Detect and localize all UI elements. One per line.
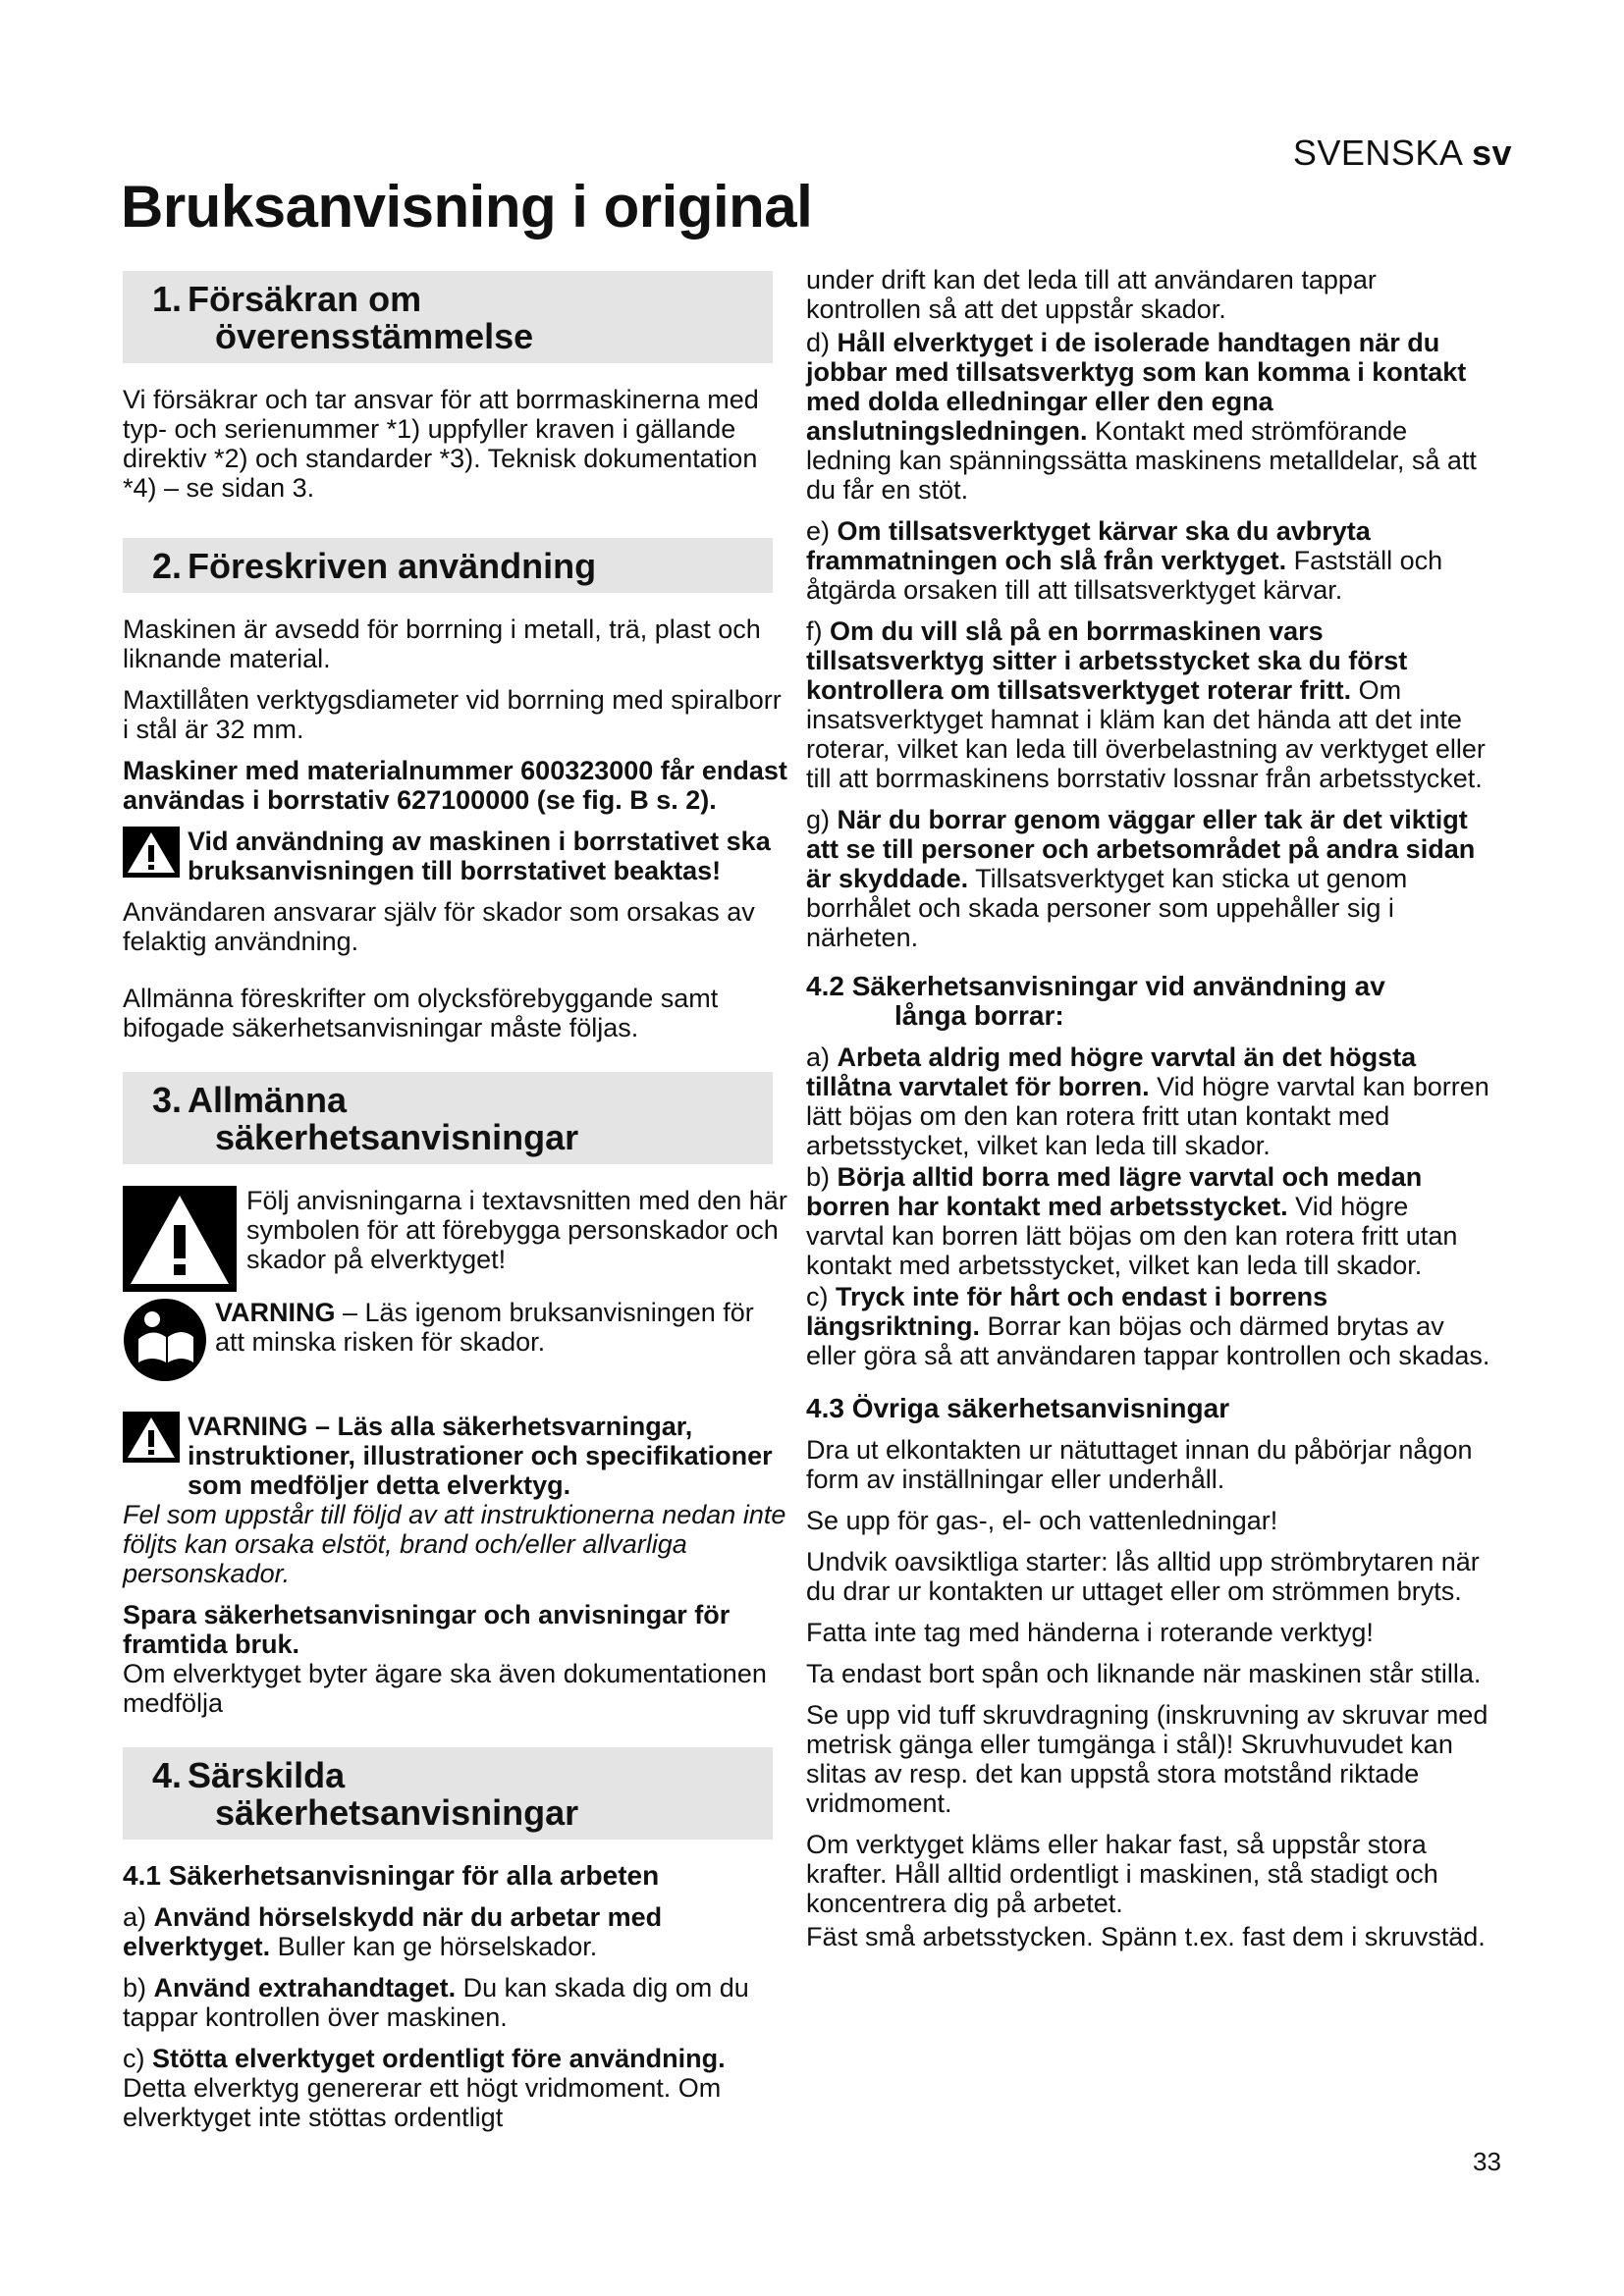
item-label: e) <box>806 516 838 546</box>
section-title-line1: Allmänna <box>188 1080 348 1120</box>
item-text: Vid högre varvtal kan borren lätt böjas om den kan rotera fritt utan kontakt med arbetsstycket, vilket kan leda till skador. <box>806 1072 1489 1160</box>
paragraph: under drift kan det leda till att användaren tappar kontrollen så att det uppstår skador. <box>806 265 1377 324</box>
warning-triangle-icon <box>123 1186 237 1292</box>
list-item <box>123 1902 790 1961</box>
item-label: b) <box>123 1973 154 2002</box>
item-text: Buller kan ge hörselskador. <box>270 1932 598 1961</box>
section-title-line1: Försäkran om <box>188 279 422 319</box>
warning-note <box>123 1412 790 1500</box>
item-bold-text: När du borrar genom väggar eller tak är det viktigt att se till personer och arbetsområdet på andra sidan är skyddade. <box>806 805 1476 893</box>
item-label: g) <box>806 805 838 834</box>
list-item <box>806 1162 1493 1280</box>
item-text: Tillsatsverktyget kan sticka ut genom borrhålet och skada personer som uppehåller sig i närheten. <box>806 864 1408 952</box>
list-item <box>806 1282 1493 1370</box>
warning-triangle-icon <box>123 827 180 878</box>
section-title-line1: Föreskriven användning <box>188 546 597 586</box>
item-bold-text: Använd hörselskydd när du arbetar med elverktyget. <box>123 1902 663 1961</box>
right-column <box>806 265 1493 1963</box>
symbol-explanation <box>123 1186 790 1292</box>
warning-label: VARNING <box>215 1298 336 1327</box>
item-bold-text: Använd extrahandtaget. <box>153 1973 457 2002</box>
list-item <box>806 516 1493 605</box>
read-manual-icon <box>123 1298 207 1382</box>
paragraph-bold: Maskiner med materialnummer 600323000 får endast användas i borrstativ 627100000 (se fig. B s. 2). <box>123 756 787 815</box>
warning-text: Vid användning av maskinen i borrstativet ska bruksanvisningen till borrstativet beaktas! <box>188 827 771 885</box>
section-title-line2: säkerhetsanvisningar <box>215 1792 579 1833</box>
page-number: 33 <box>1473 2147 1501 2176</box>
paragraph: Maxtillåten verktygsdiameter vid borrning med spiralborr i stål är 32 mm. <box>123 685 782 744</box>
section-heading-4 <box>123 1747 773 1840</box>
language-code: sv <box>1471 133 1512 173</box>
subsection-heading <box>806 972 1493 1031</box>
subsection-heading: 4.3 Övriga säkerhetsanvisningar <box>806 1393 1230 1423</box>
item-text: Detta elverktyg genererar ett högt vridmoment. Om elverktyget inte stöttas ordentligt <box>123 2073 722 2132</box>
section-number: 2. <box>151 546 182 586</box>
item-bold-text: Arbeta aldrig med högre varvtal än det högsta tillåtna varvtalet för borren. <box>806 1042 1417 1101</box>
item-bold-text: Börja alltid borra med lägre varvtal och medan borren har kontakt med arbetsstycket. <box>806 1162 1423 1221</box>
paragraph-bold-text: Spara säkerhetsanvisningar och anvisningar för framtida bruk. <box>123 1600 731 1659</box>
item-bold-text: Tryck inte för hårt och endast i borrens längsriktning. <box>806 1282 1328 1341</box>
item-text: Borrar kan böjas och därmed brytas av eller göra så att användaren tappar kontrollen och skadas. <box>806 1311 1490 1370</box>
item-bold-text: Om du vill slå på en borrmaskinen vars tillsatsverktyg sitter i arbetsstycket ska du först kontrollera om tillsatsverktyget roterar fritt. <box>806 616 1408 705</box>
item-label: a) <box>806 1042 838 1072</box>
paragraph: Dra ut elkontakten ur nätuttaget innan du påbörjar någon form av inställningar eller underhåll. <box>806 1435 1473 1494</box>
paragraph: Maskinen är avsedd för borrning i metall, trä, plast och liknande material. <box>123 614 761 673</box>
item-bold-text: Stötta elverktyget ordentligt före användning. <box>152 2044 726 2073</box>
list-item <box>806 328 1493 505</box>
paragraph: Användaren ansvarar själv för skador som orsakas av felaktig användning. <box>123 897 755 956</box>
item-text: Fastställ och åtgärda orsaken till att tillsatsverktyget kärvar. <box>806 546 1443 605</box>
item-text: Du kan skada dig om du tappar kontrollen över maskinen. <box>123 1973 749 2032</box>
paragraph <box>123 1600 790 1718</box>
subsection-heading-line2: långa borrar: <box>894 1000 1064 1031</box>
list-item <box>806 805 1493 952</box>
item-label: b) <box>806 1162 838 1192</box>
section-number: 4. <box>151 1755 182 1795</box>
paragraph: Om verktyget kläms eller hakar fast, så uppstår stora krafter. Håll alltid ordentligt i maskinen, stå stadigt och koncentrera dig på arbetet. <box>806 1830 1438 1918</box>
item-text: Om insatsverktyget hamnat i kläm kan det hända att det inte roterar, vilket kan leda till överbelastning av verktyget eller till att borrmaskinens borrstativ lossnar från arbetsstycket. <box>806 675 1486 793</box>
paragraph: Undvik oavsiktliga starter: lås alltid upp strömbrytaren när du drar ur kontakten ur uttaget eller om strömmen bryts. <box>806 1547 1480 1606</box>
section-title-line1: Särskilda <box>188 1755 346 1795</box>
paragraph-text: – Läs igenom bruksanvisningen för att minska risken för skador. <box>215 1298 754 1357</box>
warning-triangle-icon <box>123 1412 180 1463</box>
section-number: 3. <box>151 1080 182 1120</box>
item-label: a) <box>123 1902 154 1932</box>
paragraph: Fäst små arbetsstycken. Spänn t.ex. fast dem i skruvstäd. <box>806 1922 1486 1951</box>
list-item <box>123 1973 790 2032</box>
item-bold-text: Håll elverktyget i de isolerade handtagen när du jobbar med tillsatsverktyg som kan komma i kontakt med dolda elledningar eller den egna anslutningsledningen. <box>806 328 1467 446</box>
section-title-line2: säkerhetsanvisningar <box>215 1117 579 1157</box>
subsection-heading: 4.1 Säkerhetsanvisningar för alla arbeten <box>123 1860 660 1891</box>
item-label: d) <box>806 328 838 357</box>
list-item <box>123 2044 790 2132</box>
section-title-line2: överensstämmelse <box>215 316 534 356</box>
paragraph: Se upp vid tuff skruvdragning (inskruvning av skruvar med metrisk gänga eller tumgänga i stål)! Skruvhuvudet kan slitas av resp. det kan uppstå stora motstånd riktade vridmoment. <box>806 1700 1489 1818</box>
paragraph <box>215 1298 790 1357</box>
subsection-heading-line1: 4.2 Säkerhetsanvisningar vid användning av <box>806 971 1385 1001</box>
page-title: Bruksanvisning i original <box>121 174 813 240</box>
paragraph: Vi försäkrar och tar ansvar för att borrmaskinerna med typ- och serienummer *1) uppfyller kraven i gällande direktiv *2) och standarder *3). Teknisk dokumentation *4) – se sidan 3. <box>123 385 759 503</box>
list-item <box>806 1042 1493 1160</box>
list-item <box>806 616 1493 793</box>
language-label <box>1276 133 1512 174</box>
item-label: f) <box>806 616 830 646</box>
item-label: c) <box>806 1282 836 1311</box>
section-heading-1 <box>123 271 773 363</box>
warning-text: VARNING – Läs alla säkerhetsvarningar, instruktioner, illustrationer och specifikationer som medföljer detta elverktyg. <box>188 1412 773 1500</box>
section-heading-3 <box>123 1072 773 1164</box>
item-bold-text: Om tillsatsverktyget kärvar ska du avbryta frammatningen och slå från verktyget. <box>806 516 1371 575</box>
read-manual-note <box>123 1298 790 1382</box>
paragraph: Se upp för gas-, el- och vattenledningar! <box>806 1506 1278 1535</box>
warning-note <box>123 827 790 885</box>
language-name: SVENSKA <box>1292 133 1462 173</box>
item-label: c) <box>123 2044 152 2073</box>
paragraph: Allmänna föreskrifter om olycksförebyggande samt bifogade säkerhetsanvisningar måste följas. <box>123 984 719 1042</box>
item-text: Vid högre varvtal kan borren lätt böjas om den kan rotera fritt utan kontakt med arbetsstycket, vilket kan leda till skador. <box>806 1192 1458 1280</box>
left-column <box>123 271 790 2144</box>
paragraph: Följ anvisningarna i textavsnitten med den här symbolen för att förebygga personskador och skador på elverktyget! <box>246 1186 787 1274</box>
paragraph: Fatta inte tag med händerna i roterande verktyg! <box>806 1618 1374 1647</box>
item-text: Kontakt med strömförande ledning kan spänningssätta maskinens metalldelar, så att du får en stöt. <box>806 416 1477 505</box>
section-heading-2 <box>123 538 773 593</box>
section-number: 1. <box>151 279 182 319</box>
paragraph-text: Om elverktyget byter ägare ska även dokumentationen medfölja <box>123 1659 767 1718</box>
paragraph-italic: Fel som uppstår till följd av att instruktionerna nedan inte följts kan orsaka elstöt, brand och/eller allvarliga personskador. <box>123 1500 786 1588</box>
paragraph: Ta endast bort spån och liknande när maskinen står stilla. <box>806 1659 1482 1688</box>
